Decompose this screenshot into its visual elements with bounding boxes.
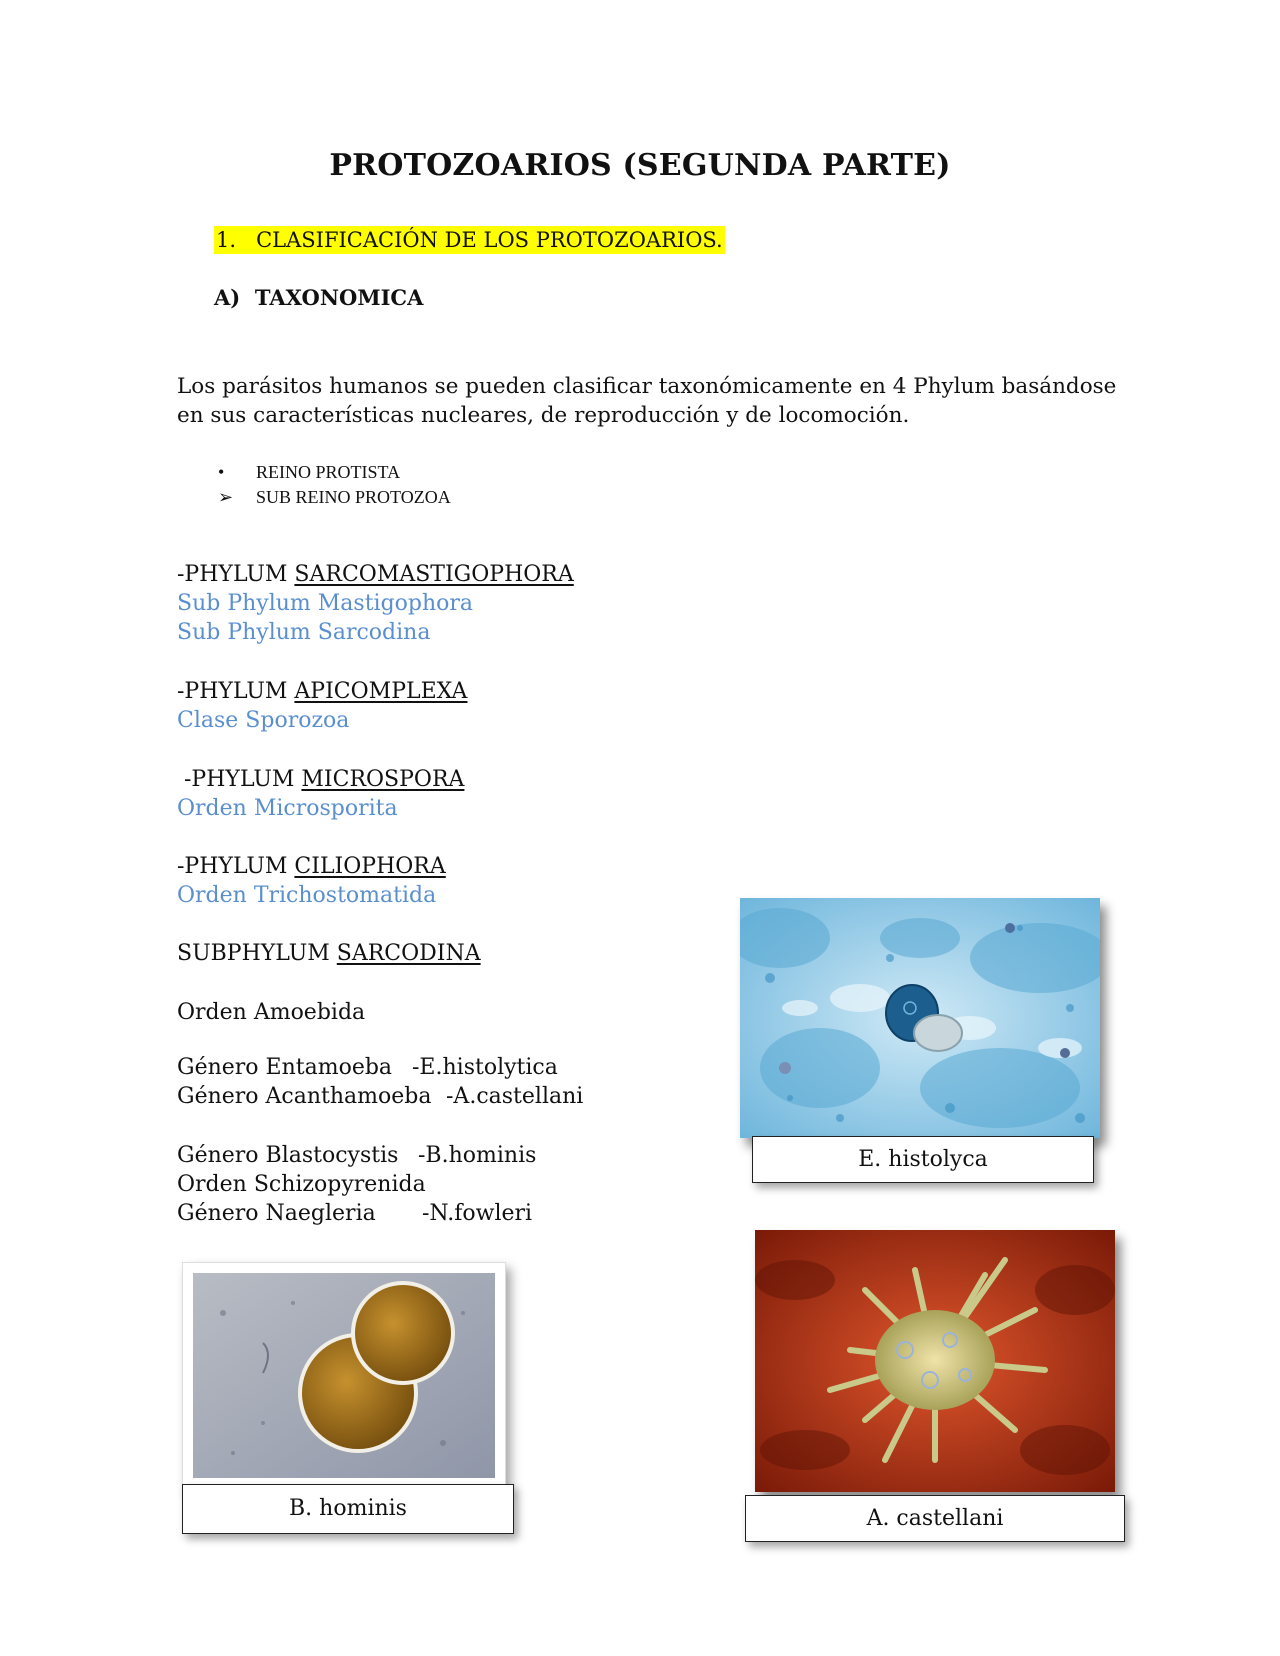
bullet-dot-icon: • — [218, 462, 225, 482]
bullet-item — [218, 487, 233, 508]
subphylum-prefix: SUBPHYLUM — [177, 941, 337, 966]
genus-label: Género Naegleria — [177, 1201, 376, 1226]
micrograph-castellani-icon — [755, 1230, 1115, 1492]
phylum-name: APICOMPLEXA — [294, 679, 468, 704]
bullet-text: REINO PROTISTA — [256, 462, 401, 482]
species-label: -A.castellani — [446, 1084, 584, 1109]
species-label: -N.fowleri — [422, 1201, 533, 1226]
phylum-sub: Clase Sporozoa — [177, 708, 350, 733]
phylum-sub: Sub Phylum Sarcodina — [177, 620, 431, 645]
section-number: 1. — [216, 228, 237, 252]
b-hominis-frame — [182, 1262, 506, 1489]
subphylum-heading — [177, 939, 481, 968]
species-label: -B.hominis — [418, 1143, 537, 1168]
e-histolytica-image — [740, 898, 1100, 1138]
section-heading-1 — [214, 228, 725, 252]
phylum-sub: Orden Trichostomatida — [177, 883, 437, 908]
phylum-heading — [177, 560, 574, 589]
phylum-prefix: -PHYLUM — [177, 767, 302, 792]
phylum-heading — [177, 677, 467, 706]
genus-label: Orden Schizopyrenida — [177, 1172, 426, 1197]
micrograph-blue-icon — [740, 898, 1100, 1138]
genus-label: Género Entamoeba — [177, 1055, 393, 1080]
section-letter: A) — [214, 285, 241, 310]
intro-paragraph: Los parásitos humanos se pueden clasificar taxonómicamente en 4 Phylum basándose en sus características nucleares, de reproducción y de locomoción. — [177, 374, 1117, 428]
orden-label: Orden Amoebida — [177, 1000, 366, 1025]
phylum-sub: Sub Phylum Mastigophora — [177, 591, 474, 616]
phylum-prefix: -PHYLUM — [177, 854, 295, 879]
phylum-prefix: -PHYLUM — [177, 562, 295, 587]
phylum-heading — [177, 852, 446, 881]
phylum-sub: Orden Microsporita — [177, 796, 398, 821]
phylum-heading — [177, 765, 464, 794]
bullet-item — [218, 462, 224, 483]
section-heading-a — [214, 285, 423, 310]
page-title: PROTOZOARIOS (SEGUNDA PARTE) — [329, 148, 951, 183]
a-castellani-image — [755, 1230, 1115, 1492]
genus-label: Género Blastocystis — [177, 1143, 399, 1168]
subphylum-name: SARCODINA — [336, 941, 481, 966]
phylum-prefix: -PHYLUM — [177, 679, 295, 704]
section-text: CLASIFICACIÓN DE LOS PROTOZOARIOS. — [256, 228, 723, 252]
phylum-name: CILIOPHORA — [294, 854, 446, 879]
genus-label: Género Acanthamoeba — [177, 1084, 432, 1109]
caption-histolytica: E. histolyca — [752, 1136, 1094, 1183]
caption-castellani: A. castellani — [745, 1495, 1125, 1542]
section-title: TAXONOMICA — [254, 285, 424, 310]
caption-hominis: B. hominis — [182, 1484, 514, 1534]
phylum-name: MICROSPORA — [301, 767, 465, 792]
bullet-text: SUB REINO PROTOZOA — [256, 487, 451, 507]
arrow-bullet-icon: ➢ — [218, 487, 234, 507]
micrograph-hominis-icon — [193, 1273, 495, 1478]
phylum-name: SARCOMASTIGOPHORA — [294, 562, 574, 587]
species-label: -E.histolytica — [412, 1055, 558, 1080]
